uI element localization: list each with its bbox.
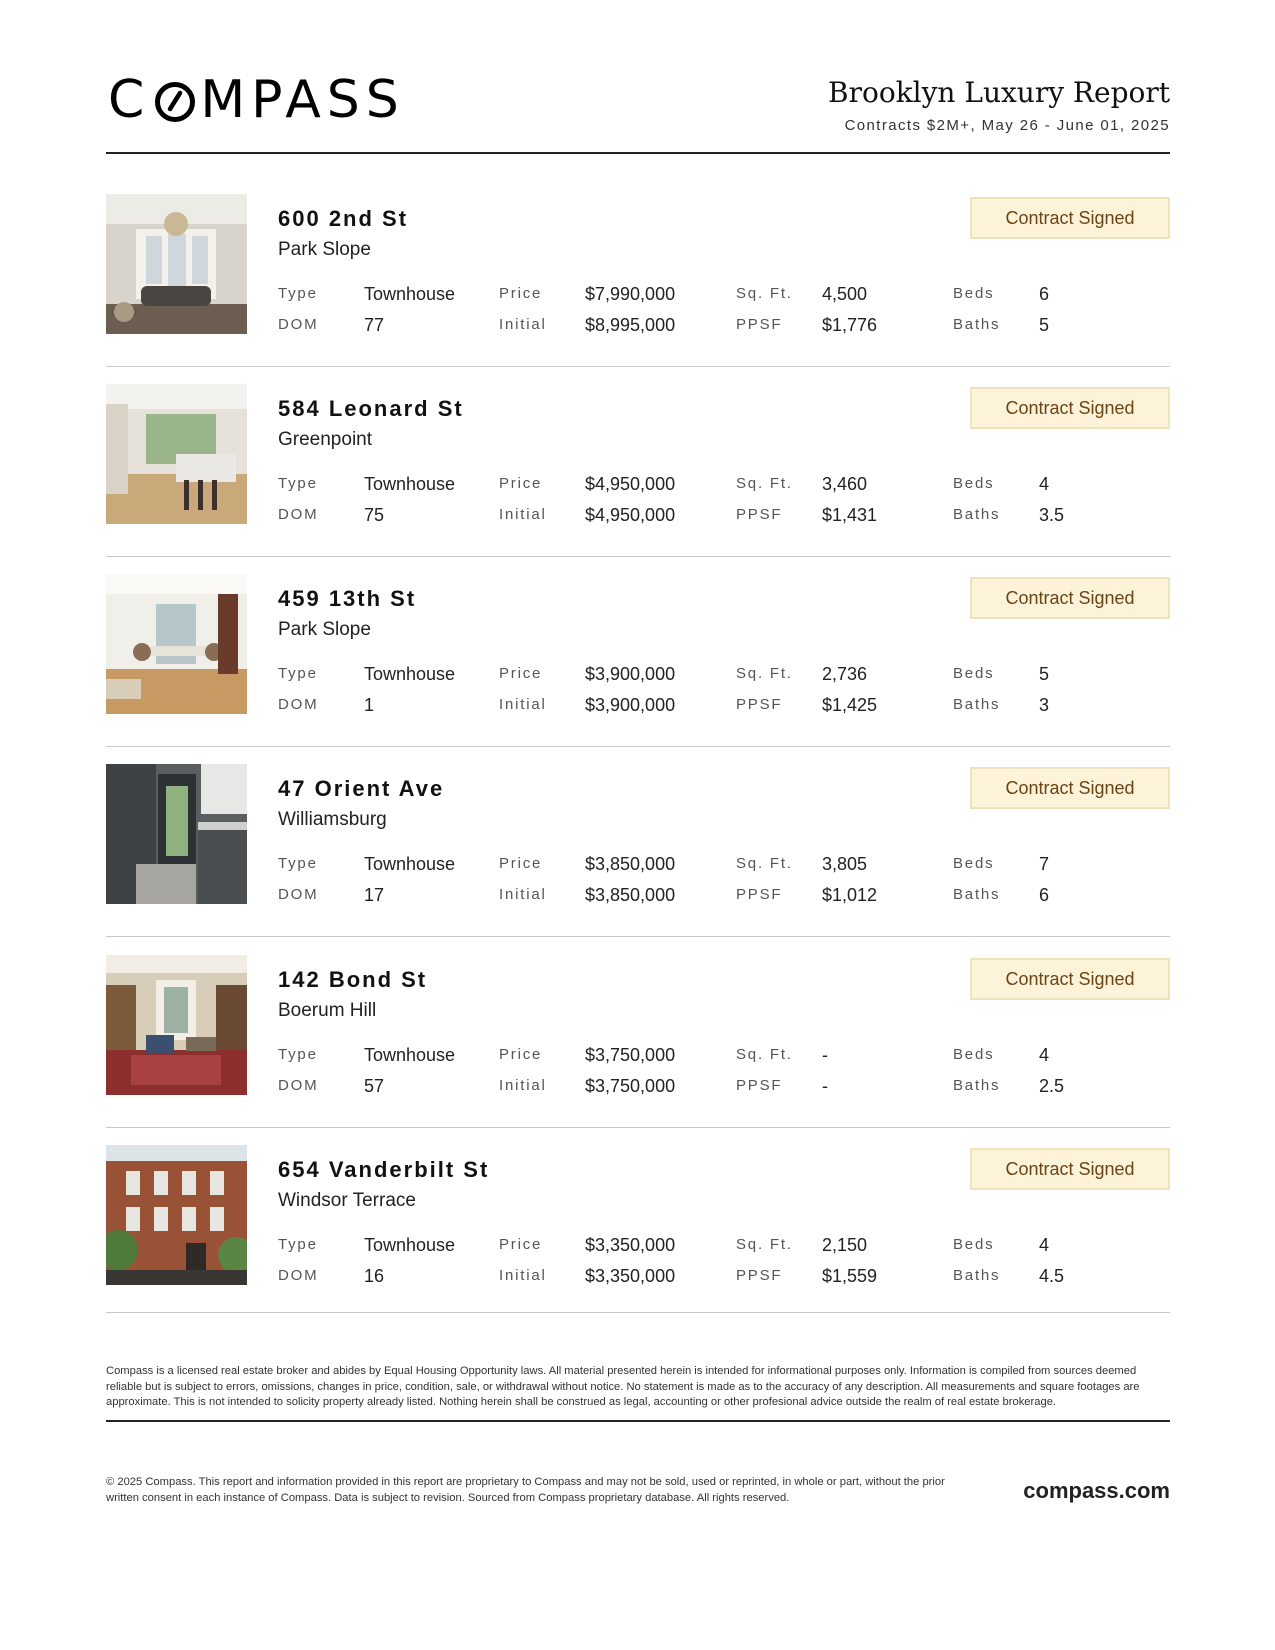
stat-value-ppsf: $1,012: [822, 885, 878, 905]
listing-neighborhood: Williamsburg: [278, 809, 387, 830]
stat-label-price: Price: [499, 855, 543, 872]
stat-label-type: Type: [278, 475, 318, 492]
stat-label-sqft: Sq. Ft.: [736, 475, 793, 492]
listing-neighborhood: Park Slope: [278, 619, 371, 640]
listing-stats-row: [278, 472, 1170, 496]
listing-stats-row: [278, 313, 1170, 337]
website-link[interactable]: compass.com: [1023, 1478, 1170, 1503]
stat-label-initial: Initial: [499, 506, 547, 523]
stat-value-price: $3,350,000: [585, 1235, 676, 1255]
stat-value-price: $3,850,000: [585, 854, 676, 874]
stat-value-price: $4,950,000: [585, 474, 676, 494]
listing-stats-row: [278, 282, 1170, 306]
listing-stats-row: [278, 1043, 1170, 1067]
listings-bottom-divider: [106, 1312, 1170, 1313]
stat-label-baths: Baths: [953, 886, 1001, 903]
stat-label-beds: Beds: [953, 1236, 995, 1253]
stat-label-type: Type: [278, 1236, 318, 1253]
listing-card[interactable]: [106, 955, 1170, 1095]
listing-neighborhood: Park Slope: [278, 239, 371, 260]
listing-photo-image: [106, 384, 247, 524]
listing-photo[interactable]: [106, 194, 247, 334]
stat-value-sqft: -: [822, 1045, 828, 1065]
stat-value-initial: $8,995,000: [585, 315, 676, 335]
stat-label-ppsf: PPSF: [736, 506, 783, 523]
stat-value-baths: 3: [1039, 695, 1050, 715]
listing-card[interactable]: [106, 574, 1170, 714]
stat-label-beds: Beds: [953, 665, 995, 682]
stat-label-sqft: Sq. Ft.: [736, 1046, 793, 1063]
stat-value-sqft: 2,736: [822, 664, 868, 684]
listing-divider: [106, 366, 1170, 367]
stat-value-dom: 16: [364, 1266, 385, 1286]
stat-label-price: Price: [499, 285, 543, 302]
stat-label-baths: Baths: [953, 506, 1001, 523]
stat-label-dom: DOM: [278, 316, 319, 333]
stat-label-ppsf: PPSF: [736, 696, 783, 713]
stat-label-ppsf: PPSF: [736, 316, 783, 333]
stat-label-beds: Beds: [953, 855, 995, 872]
stat-label-ppsf: PPSF: [736, 1077, 783, 1094]
listing-address[interactable]: 584 Leonard St: [278, 396, 464, 421]
stat-value-dom: 17: [364, 885, 385, 905]
stat-value-ppsf: $1,425: [822, 695, 878, 715]
stat-value-sqft: 3,805: [822, 854, 868, 874]
stat-label-dom: DOM: [278, 696, 319, 713]
report-title: Brooklyn Luxury Report: [828, 76, 1170, 109]
stat-label-dom: DOM: [278, 506, 319, 523]
listing-stats-row: [278, 883, 1170, 907]
listing-neighborhood: Greenpoint: [278, 429, 373, 450]
stat-value-type: Townhouse: [364, 1235, 456, 1255]
status-badge: Contract Signed: [970, 767, 1170, 809]
listing-address[interactable]: 600 2nd St: [278, 206, 409, 231]
stat-value-beds: 4: [1039, 1045, 1050, 1065]
listing-divider: [106, 936, 1170, 937]
stat-value-type: Townhouse: [364, 854, 456, 874]
stat-label-price: Price: [499, 1046, 543, 1063]
status-badge: Contract Signed: [970, 387, 1170, 429]
listing-card[interactable]: [106, 1145, 1170, 1285]
report-subtitle: Contracts $2M+, May 26 - June 01, 2025: [844, 117, 1170, 134]
listing-card[interactable]: [106, 764, 1170, 904]
listing-stats-row: [278, 1074, 1170, 1098]
listing-photo[interactable]: [106, 384, 247, 524]
listing-neighborhood: Boerum Hill: [278, 1000, 377, 1021]
status-badge: Contract Signed: [970, 958, 1170, 1000]
stat-value-beds: 4: [1039, 474, 1050, 494]
stat-label-sqft: Sq. Ft.: [736, 1236, 793, 1253]
stat-label-baths: Baths: [953, 316, 1001, 333]
logo-text-left: C: [108, 70, 151, 130]
stat-value-baths: 5: [1039, 315, 1050, 335]
stat-value-beds: 5: [1039, 664, 1050, 684]
stat-value-type: Townhouse: [364, 474, 456, 494]
stat-value-price: $3,750,000: [585, 1045, 676, 1065]
listing-photo-image: [106, 574, 247, 714]
listing-card[interactable]: [106, 194, 1170, 334]
stat-value-type: Townhouse: [364, 1045, 456, 1065]
stat-label-baths: Baths: [953, 1267, 1001, 1284]
listing-stats-row: [278, 852, 1170, 876]
listing-address[interactable]: 47 Orient Ave: [278, 776, 445, 801]
listing-stats-row: [278, 693, 1170, 717]
stat-value-beds: 4: [1039, 1235, 1050, 1255]
stat-value-price: $3,900,000: [585, 664, 676, 684]
stat-label-price: Price: [499, 1236, 543, 1253]
stat-value-dom: 77: [364, 315, 385, 335]
stat-value-initial: $4,950,000: [585, 505, 676, 525]
status-badge: Contract Signed: [970, 197, 1170, 239]
listing-divider: [106, 746, 1170, 747]
legal-disclaimer: Compass is a licensed real estate broker and abides by Equal Housing Opportunity laws. All material presented herein is intended for informational purposes only. Information is compiled from sources deemed reliable but is subject to errors, omissions, changes in price, condition, sale, or withdrawal without notice. No statement is made as to the accuracy of any description. All measurements and square footages are approximate. This is not intended to solicity property already listed. Nothing herein shall be construed as legal, accounting or other profesional advice outside the realm of real estate brokerage.: [106, 1365, 1140, 1408]
stat-value-dom: 75: [364, 505, 385, 525]
stat-label-initial: Initial: [499, 696, 547, 713]
status-badge: Contract Signed: [970, 1148, 1170, 1190]
stat-value-baths: 3.5: [1039, 505, 1065, 525]
stat-label-baths: Baths: [953, 696, 1001, 713]
stat-label-dom: DOM: [278, 1077, 319, 1094]
stat-value-initial: $3,350,000: [585, 1266, 676, 1286]
listing-photo[interactable]: [106, 574, 247, 714]
stat-value-sqft: 4,500: [822, 284, 868, 304]
listing-stats-row: [278, 662, 1170, 686]
header-divider: [106, 152, 1170, 154]
stat-label-dom: DOM: [278, 1267, 319, 1284]
stat-label-beds: Beds: [953, 285, 995, 302]
logo-text-right: MPASS: [200, 70, 405, 130]
stat-value-initial: $3,850,000: [585, 885, 676, 905]
stat-value-baths: 4.5: [1039, 1266, 1065, 1286]
footer-divider: [106, 1420, 1170, 1422]
stat-label-type: Type: [278, 665, 318, 682]
listing-stats-row: [278, 1264, 1170, 1288]
stat-label-type: Type: [278, 285, 318, 302]
stat-label-initial: Initial: [499, 886, 547, 903]
stat-value-price: $7,990,000: [585, 284, 676, 304]
stat-value-type: Townhouse: [364, 664, 456, 684]
listing-photo-image: [106, 1145, 247, 1285]
stat-value-ppsf: $1,431: [822, 505, 878, 525]
stat-label-sqft: Sq. Ft.: [736, 285, 793, 302]
listing-divider: [106, 1127, 1170, 1128]
stat-value-ppsf: $1,559: [822, 1266, 878, 1286]
listing-photo[interactable]: [106, 764, 247, 904]
stat-value-beds: 6: [1039, 284, 1050, 304]
stat-value-initial: $3,750,000: [585, 1076, 676, 1096]
stat-label-initial: Initial: [499, 1077, 547, 1094]
listing-divider: [106, 556, 1170, 557]
listing-photo-image: [106, 764, 247, 904]
copyright-notice: © 2025 Compass. This report and information provided in this report are proprietary to Compass and may not be sold, used or reprinted, in whole or part, without the prior written consent in each instance of Compass. Data is subject to revision. Sourced from Compass proprietary database. All rights reserved.: [106, 1476, 945, 1504]
compass-o-icon: [154, 81, 196, 123]
stat-label-initial: Initial: [499, 316, 547, 333]
status-badge: Contract Signed: [970, 577, 1170, 619]
stat-value-initial: $3,900,000: [585, 695, 676, 715]
listing-photo[interactable]: [106, 1145, 247, 1285]
listing-photo-image: [106, 955, 247, 1095]
stat-label-dom: DOM: [278, 886, 319, 903]
stat-value-dom: 1: [364, 695, 375, 715]
stat-value-type: Townhouse: [364, 284, 456, 304]
listing-address[interactable]: 654 Vanderbilt St: [278, 1157, 490, 1182]
stat-value-baths: 6: [1039, 885, 1050, 905]
stat-label-type: Type: [278, 855, 318, 872]
stat-value-sqft: 2,150: [822, 1235, 868, 1255]
listing-address[interactable]: 459 13th St: [278, 586, 417, 611]
stat-label-sqft: Sq. Ft.: [736, 855, 793, 872]
listing-photo-image: [106, 194, 247, 334]
listing-stats-row: [278, 503, 1170, 527]
report-header: [106, 72, 1170, 156]
stat-label-beds: Beds: [953, 475, 995, 492]
stat-label-type: Type: [278, 1046, 318, 1063]
stat-label-price: Price: [499, 475, 543, 492]
stat-label-baths: Baths: [953, 1077, 1001, 1094]
stat-label-ppsf: PPSF: [736, 1267, 783, 1284]
stat-label-initial: Initial: [499, 1267, 547, 1284]
listing-photo[interactable]: [106, 955, 247, 1095]
stat-value-ppsf: -: [822, 1076, 828, 1096]
listing-neighborhood: Windsor Terrace: [278, 1190, 416, 1211]
stat-value-ppsf: $1,776: [822, 315, 878, 335]
stat-label-ppsf: PPSF: [736, 886, 783, 903]
stat-value-beds: 7: [1039, 854, 1050, 874]
listing-card[interactable]: [106, 384, 1170, 524]
stat-label-sqft: Sq. Ft.: [736, 665, 793, 682]
stat-label-price: Price: [499, 665, 543, 682]
listing-stats-row: [278, 1233, 1170, 1257]
stat-label-beds: Beds: [953, 1046, 995, 1063]
stat-value-baths: 2.5: [1039, 1076, 1065, 1096]
listing-address[interactable]: 142 Bond St: [278, 967, 428, 992]
stat-value-sqft: 3,460: [822, 474, 868, 494]
stat-value-dom: 57: [364, 1076, 385, 1096]
compass-logo: [108, 70, 405, 130]
